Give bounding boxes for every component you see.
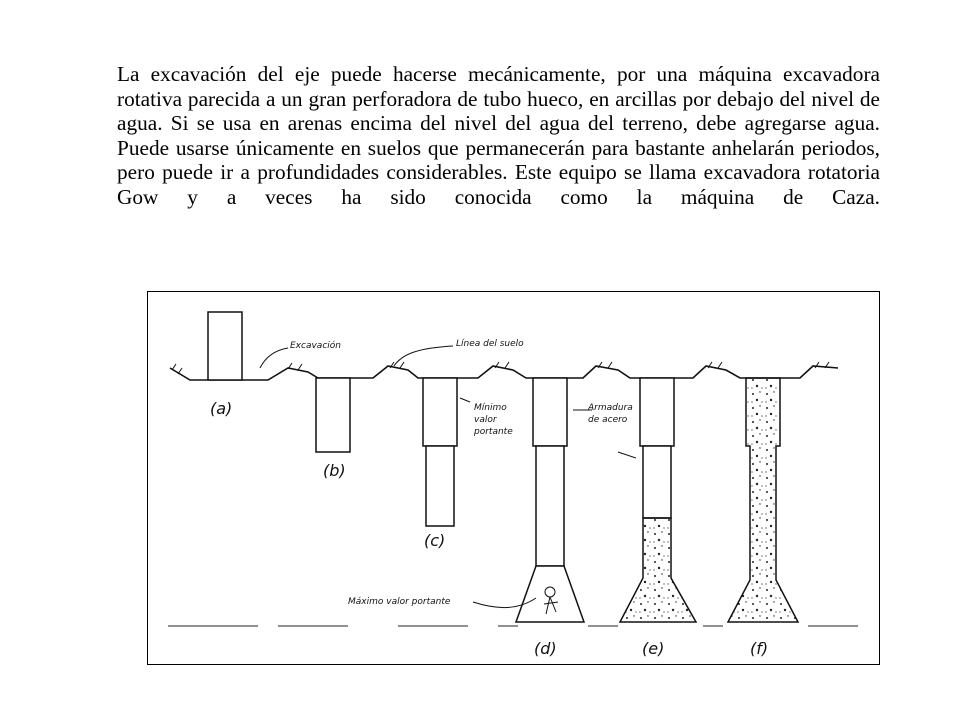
shaft-c-upper (423, 378, 457, 446)
shaft-e-mid (643, 446, 671, 518)
label-armadura-1: Armadura (588, 403, 633, 413)
label-armadura-2: de acero (588, 415, 628, 425)
shaft-d-upper (533, 378, 567, 446)
label-minimo-1: Mínimo (474, 403, 507, 413)
shaft-e-upper (640, 378, 674, 446)
shaft-d-lower (536, 446, 564, 566)
shaft-b (316, 378, 350, 452)
shaft-f-concrete (728, 378, 798, 622)
stage-label-c: (c) (424, 531, 446, 550)
stage-label-a: (a) (210, 399, 233, 418)
label-excavacion: Excavación (290, 341, 341, 351)
shaft-c-lower (426, 446, 454, 526)
label-minimo-3: portante (474, 427, 513, 437)
ground-line (170, 366, 838, 380)
shaft-a (208, 312, 242, 380)
minimo-leader (460, 398, 470, 402)
stage-label-e: (e) (642, 639, 665, 658)
body-paragraph: La excavación del eje puede hacerse mecánicamente, por una máquina excavadora rotativa parecida a un gran perforadora de tubo hueco, en arcillas por debajo del nivel de agua. Si se usa en arenas encima del nivel del agua del terreno, debe agregarse agua. Puede usarse únicamente en suelos que permanecerán para bastante anhelarán periodos, pero puede ir a profundidades considerables. Este equipo se llama excavadora rotatoria Gow y a veces ha sido conocida como la máquina de Caza. (117, 62, 880, 209)
label-maximo: Máximo valor portante (348, 597, 451, 607)
stage-label-d: (d) (534, 639, 557, 658)
stage-label-b: (b) (323, 461, 346, 480)
excavacion-leader (260, 348, 288, 368)
label-minimo-2: valor (474, 415, 497, 425)
stage-label-f: (f) (750, 639, 769, 658)
label-linea-suelo: Línea del suelo (456, 339, 524, 349)
excavation-diagram (148, 292, 879, 664)
shaft-e-concrete (620, 518, 696, 622)
excavation-figure (147, 291, 880, 665)
bell-d (516, 566, 584, 622)
